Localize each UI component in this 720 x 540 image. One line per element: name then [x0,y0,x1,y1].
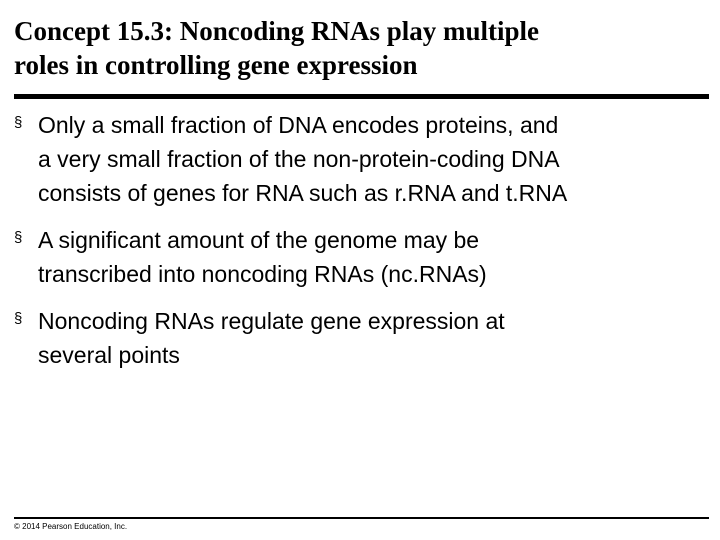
bullet-item [14,108,694,210]
bullet-line: a very small fraction of the non-protein-coding DNA [38,146,560,172]
bullet-line: Noncoding RNAs regulate gene expression at [38,308,505,334]
bullet-item [14,223,694,291]
bullet-marker-icon: § [14,114,23,131]
title-line-2: roles in controlling gene expression [14,50,418,80]
bullet-text [38,223,694,291]
bullet-item [14,304,694,372]
bullet-text [38,108,694,210]
footer-divider [14,517,709,519]
bullet-text [38,304,694,372]
bullet-marker-icon: § [14,310,23,327]
title-line-1: Concept 15.3: Noncoding RNAs play multiple [14,16,540,46]
bullet-line: several points [38,342,180,368]
bullet-line: transcribed into noncoding RNAs (nc.RNAs) [38,261,487,287]
bullet-line: A significant amount of the genome may be [38,227,480,253]
copyright-notice: © 2014 Pearson Education, Inc. [14,522,128,531]
bullet-line: consists of genes for RNA such as r.RNA and t.RNA [38,180,568,206]
bullet-line: Only a small fraction of DNA encodes proteins, and [38,112,559,138]
title-divider [14,94,709,99]
slide-title [14,14,704,82]
bullet-marker-icon: § [14,229,23,246]
